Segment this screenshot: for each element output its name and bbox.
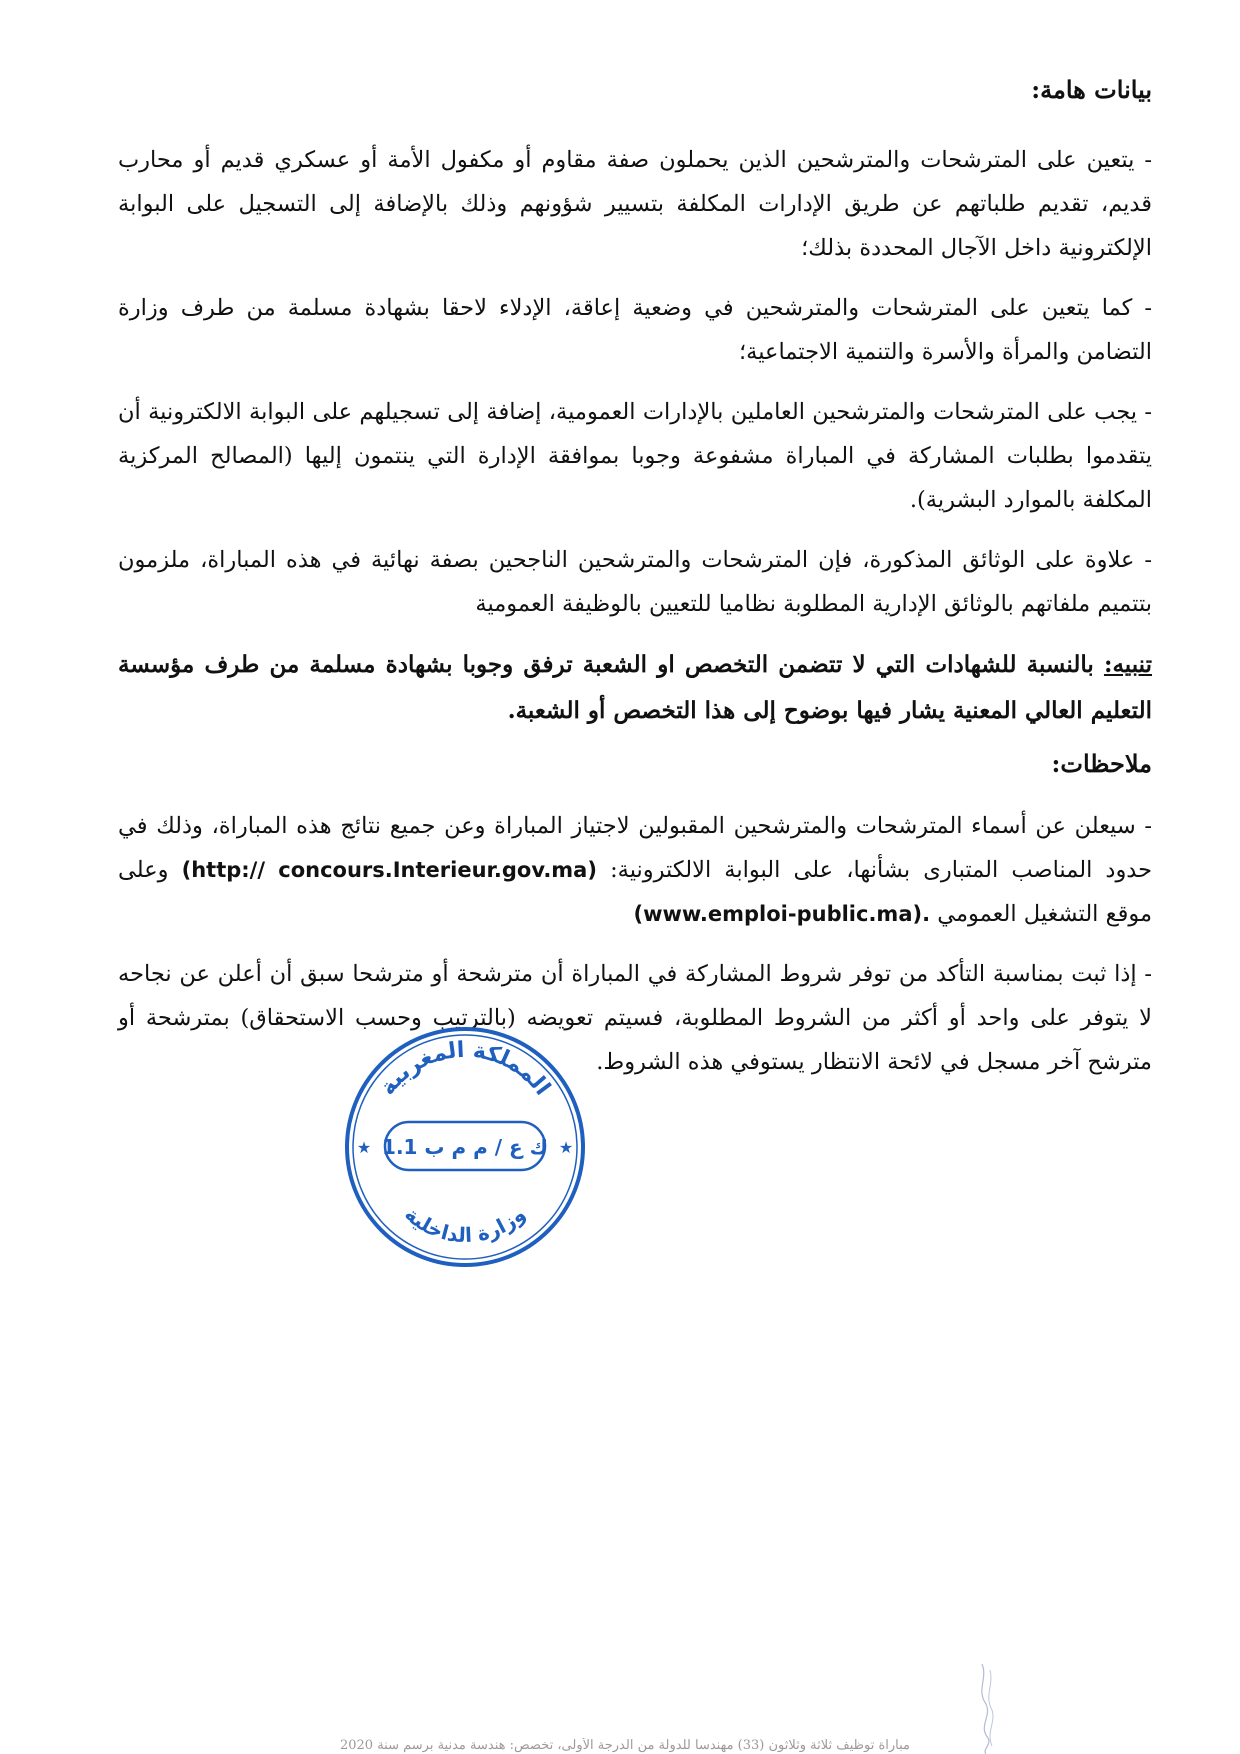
important-info-title: بيانات هامة:	[1031, 75, 1152, 104]
important-item-3: - يجب على المترشحات والمترشحين العاملين بالإدارات العمومية، إضافة إلى تسجيلهم على البوابة الالكترونية أن يتقدموا بطلبات المشاركة في المباراة مشفوعة وجوبا بموافقة الإدارة التي ينتمون إليها (المصالح المركزية المكلفة بالموارد البشرية).	[118, 399, 1152, 513]
document-body	[118, 70, 1152, 1100]
stamp-star-right-icon: ★	[558, 1138, 574, 1157]
notes-item-2: - إذا ثبت بمناسبة التأكد من توفر شروط المشاركة في المباراة أن مترشحة أو مترشحا سبق أن أعلن عن نجاحه لا يتوفر على واحد أو أكثر من الشروط المطلوبة، فسيتم تعويضه (بالترتيب وحسب الاستحقاق) بمترشحة أو مترشح آخر مسجل في لائحة الانتظار يستوفي هذه الشروط.	[118, 961, 1152, 1075]
stamp-bottom-text: وزارة الداخلية	[400, 1201, 530, 1248]
emploi-public-url: (www.emploi-public.ma).	[633, 902, 931, 926]
notice-paragraph	[118, 642, 1152, 734]
important-item-4: - علاوة على الوثائق المذكورة، فإن المترشحات والمترشحين الناجحين بصفة نهائية في هذه المباراة، ملزمون بتتميم ملفاتهم بالوثائق الإدارية المطلوبة نظاميا للتعيين بالوظيفة العمومية	[118, 547, 1152, 617]
notice-text: بالنسبة للشهادات التي لا تتضمن التخصص او الشعبة ترفق وجوبا بشهادة مسلمة من طرف مؤسسة التعليم العالي المعنية يشار فيها بوضوح إلى هذا التخصص أو الشعبة.	[118, 651, 1152, 724]
stamp-top-text: المملكة المغربية	[375, 1037, 555, 1101]
stamp-star-left-icon: ★	[356, 1138, 372, 1157]
important-item-1: - يتعين على المترشحات والمترشحين الذين يحملون صفة مقاوم أو مكفول الأمة أو عسكري قديم أو محارب قديم، تقديم طلباتهم عن طريق الإدارات المكلفة بتسيير شؤونهم وذلك بالإضافة إلى التسجيل على البوابة الإلكترونية داخل الآجال المحددة بذلك؛	[118, 147, 1152, 261]
page-footer: مباراة توظيف ثلاثة وثلاثون (33) مهندسا للدولة من الدرجة الأولى، تخصص: هندسة مدنية برسم سنة 2020	[339, 1738, 911, 1753]
important-item-2: - كما يتعين على المترشحات والمترشحين في وضعية إعاقة، الإدلاء لاحقا بشهادة مسلمة من طرف وزارة التضامن والمرأة والأسرة والتنمية الاجتماعية؛	[118, 295, 1152, 365]
notes-item-1	[118, 804, 1152, 936]
notes-item-1-text: - سيعلن عن أسماء المترشحات والمترشحين المقبولين لاجتياز المباراة وعن جميع نتائج هذه المباراة، وذلك في حدود المناصب المتبارى بشأنها، على البوابة الالكترونية:	[118, 813, 1153, 883]
notes-title: ملاحظات:	[1051, 749, 1152, 778]
stamp-center-text: ك ع / م م ب 1.1	[382, 1135, 548, 1159]
notice-label: تنبيه:	[1103, 651, 1152, 678]
notes-item-1-mid: وعلى موقع التشغيل العمومي	[118, 857, 1152, 927]
concours-url: (http:// concours.Interieur.gov.ma)	[181, 858, 597, 882]
handwritten-mark	[962, 1660, 1012, 1754]
ministry-stamp	[340, 1022, 590, 1272]
notes-heading	[118, 744, 1152, 784]
important-info-heading	[118, 70, 1152, 110]
